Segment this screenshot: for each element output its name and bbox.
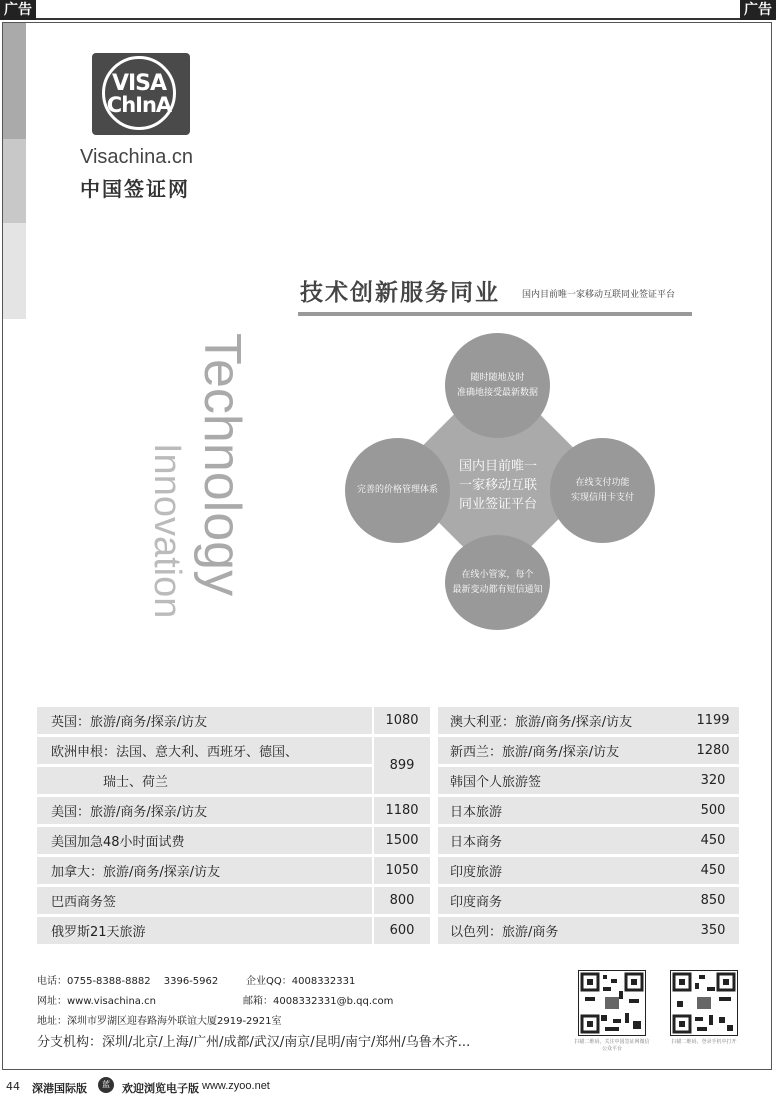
visa-name: 俄罗斯21天旅游 [37,916,373,946]
visa-price: 450 [687,856,739,886]
visa-name: 日本旅游 [438,796,687,826]
feature-line: 在线小管家，每个 [461,569,534,580]
logo-text-china: ChInA [106,93,172,117]
side-color-bars [3,23,26,319]
visachina-logo [92,53,190,135]
feature-line: 最新变动都有短信通知 [452,584,543,595]
center-line: 国内目前唯一 [458,459,537,474]
feature-line: 随时随地及时 [470,372,525,383]
visa-price: 500 [687,796,739,826]
visa-price: 800 [373,886,430,916]
visa-name: 以色列：旅游/商务 [438,916,687,946]
visa-price: 1199 [687,707,739,736]
footer-welcome: 欢迎浏览电子版 [122,1082,199,1095]
contact-address: 地址：深圳市罗湖区迎春路海外联谊大厦2919-2921室 [37,1016,282,1027]
contact-phone: 电话：0755-8388-8882 3396-5962 [37,976,219,987]
visa-name: 美国加急48小时面试费 [37,826,373,856]
visa-name-continued: 瑞士、荷兰 [37,766,373,796]
qr-code-wechat[interactable] [578,970,646,1036]
feature-circle-payment [550,438,655,543]
table-row [37,796,739,826]
publication-name: 深港国际版 [32,1082,87,1095]
price-table [37,707,739,947]
visa-price: 1280 [687,736,739,766]
visa-name: 澳大利亚：旅游/商务/探亲/访友 [438,707,687,736]
table-row [37,886,739,916]
contact-email[interactable]: 邮箱：4008332331@b.qq.com [243,996,394,1007]
headline-subtitle: 国内目前唯一家移动互联同业签证平台 [522,290,676,300]
visa-price: 1050 [373,856,430,886]
vertical-word-innovation: Innovation [146,443,188,619]
visa-price: 1500 [373,826,430,856]
visa-price: 600 [373,916,430,946]
table-row [37,736,739,766]
center-line: 一家移动互联 [458,478,537,493]
qr-code-mobile[interactable] [670,970,738,1036]
visa-price: 450 [687,826,739,856]
branch-offices: 分支机构：深圳/北京/上海/广州/成都/武汉/南京/昆明/南宁/郑州/乌鲁木齐... [37,1035,471,1050]
diagram-center-text [448,457,548,514]
visa-name: 加拿大：旅游/商务/探亲/访友 [37,856,373,886]
qr-caption-mobile: 扫描二维码，登录手机中打开 [671,1039,737,1045]
table-row [37,856,739,886]
visa-price: 1180 [373,796,430,826]
visa-name: 英国：旅游/商务/探亲/访友 [37,707,373,736]
page-number: 44 [6,1080,20,1093]
ad-tag-left: 广告 [0,0,36,20]
table-row [37,707,739,736]
visa-name: 巴西商务签 [37,886,373,916]
visa-name: 欧洲申根：法国、意大利、西班牙、德国、 [37,736,373,766]
logo-text-visa: VISA [111,71,167,96]
table-row [37,826,739,856]
visa-price: 1080 [373,707,430,736]
contact-website[interactable]: 网址：www.visachina.cn [37,996,156,1007]
qr-caption-wechat: 扫描二维码，关注中国签证网微信公众平台 [574,1039,650,1052]
top-rule [0,18,776,20]
footer-url[interactable]: www.zyoo.net [202,1080,270,1092]
feature-circle-notify [445,535,550,630]
table-row [37,916,739,946]
contact-qq: 企业QQ：4008332331 [246,976,356,987]
visa-name: 韩国个人旅游签 [438,766,687,796]
visa-name: 印度旅游 [438,856,687,886]
visa-price: 899 [373,736,430,796]
site-url: Visachina.cn [80,146,194,168]
headline-rule [298,312,692,316]
visa-price: 320 [687,766,739,796]
ad-tag-right: 广告 [740,0,776,20]
visa-price: 850 [687,886,739,916]
headline-title: 技术创新服务同业 [300,280,500,306]
feature-circle-pricing [345,438,450,543]
feature-circle-realtime [445,333,550,438]
site-cn-name: 中国签证网 [80,177,190,201]
feature-line: 实现信用卡支付 [570,492,634,503]
visa-name: 美国：旅游/商务/探亲/访友 [37,796,373,826]
logo-ring [102,56,176,130]
vertical-word-technology: Technology [193,333,251,597]
visa-name: 新西兰：旅游/商务/探亲/访友 [438,736,687,766]
visa-name: 日本商务 [438,826,687,856]
feature-line: 准确地接受最新数据 [456,387,538,398]
center-line: 同业签证平台 [458,497,537,512]
feature-line: 在线支付功能 [575,477,630,488]
visa-name: 印度商务 [438,886,687,916]
publication-badge-icon: 蓝 [98,1077,114,1093]
feature-line: 完善的价格管理体系 [356,485,438,495]
visa-price: 350 [687,916,739,946]
